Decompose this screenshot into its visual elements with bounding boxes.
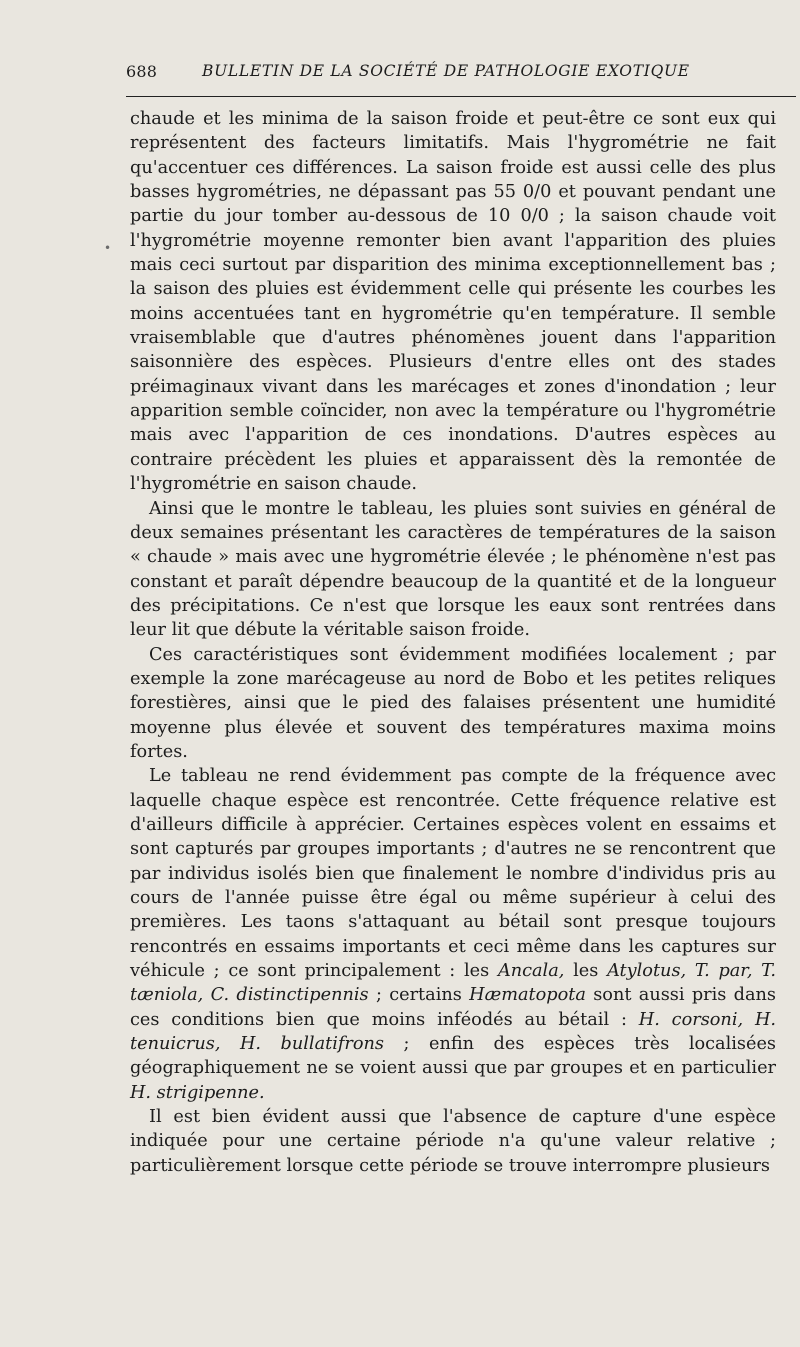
species-ancala: Ancala, xyxy=(497,961,565,982)
p4-seg-6: sont aussi pris dans ces conditions bien que moins inféodés au bétail : xyxy=(130,985,777,1030)
species-list-2: H. corsoni, H. tenuicrus, H. bullatifrons xyxy=(130,1009,776,1055)
species-strigipenne: H. strigipenne. xyxy=(130,1082,265,1103)
page-header xyxy=(126,62,800,90)
body-text xyxy=(130,107,776,1178)
paragraph-5: Il est bien évident aussi que l'absence de capture d'une espèce indiquée pour une certaine période n'a qu'une valeur relative ; particulièrement lorsque cette période se trouve interrompre plusieurs xyxy=(130,1107,776,1176)
p4-seg-0: Le tableau ne rend évidemment pas compte de la fréquence avec laquelle chaque espèce est rencontrée. Cette fréquence relative est d'ailleurs difficile à apprécier. Certaines espèces volent en essaims et sont capturés par groupes importants ; d'autres ne se rencontrent que par individus isolés bien que finalement le nombre d'individus pris au cours de l'année puisse être égal ou même supérieur à celui des premières. Les taons s'attaquant au bétail sont presque toujours rencontrés en essaims importants et ceci même dans les captures sur véhicule ; ce sont principalement : les xyxy=(130,766,776,982)
p4-seg-4: ; certains xyxy=(368,985,470,1006)
species-list-1: Atylotus, T. par, T. tæniola, C. distinctipennis xyxy=(130,961,776,1006)
page-number: 688 xyxy=(126,62,158,81)
margin-speck-icon: • xyxy=(104,241,112,255)
paragraph-3: Ces caractéristiques sont évidemment modifiées localement ; par exemple la zone marécageuse au nord de Bobo et les petites reliques forestières, ainsi que le pied des falaises présentent une humidité moyenne plus élevée et souvent des températures maxima moins fortes. xyxy=(130,644,776,762)
paragraph-1: chaude et les minima de la saison froide et peut-être ce sont eux qui représentent des facteurs limitatifs. Mais l'hygrométrie ne fait qu'accentuer ces différences. La saison froide est aussi celle des plus basses hygrométries, ne dépassant pas 55 0/0 et pouvant pendant une partie du jour tomber au-dessous de 10 0/0 ; la saison chaude voit l'hygrométrie moyenne remonter bien avant l'apparition des pluies mais ceci surtout par disparition des minima exceptionnellement bas ; la saison des pluies est évidemment celle qui présente les courbes les moins accentuées tant en hygrométrie qu'en température. Il semble vraisemblable que d'autres phénomènes jouent dans l'apparition saisonnière des espèces. Plusieurs d'entre elles ont des stades préimaginaux vivant dans les marécages et zones d'inondation ; leur apparition semble coïncider, non avec la température ou l'hygrométrie mais avec l'apparition de ces inondations. D'autres espèces au contraire précèdent les pluies et apparaissent dès la remontée de l'hygrométrie en saison chaude. xyxy=(130,109,776,495)
p4-seg-8: ; enfin des espèces très localisées géographiquement ne se voient aussi que par groupes et en particulier xyxy=(130,1034,776,1079)
paragraph-4 xyxy=(130,764,776,1105)
species-haematopota: Hæmatopota xyxy=(469,985,586,1006)
running-head: BULLETIN DE LA SOCIÉTÉ DE PATHOLOGIE EXOTIQUE xyxy=(202,62,690,80)
header-rule xyxy=(126,96,796,97)
paragraph-2: Ainsi que le montre le tableau, les pluies sont suivies en général de deux semaines présentant les caractères de températures de la saison « chaude » mais avec une hygrométrie élevée ; le phénomène n'est pas constant et paraît dépendre beaucoup de la quantité et de la longueur des précipitations. Ce n'est que lorsque les eaux sont rentrées dans leur lit que débute la véritable saison froide. xyxy=(130,498,776,641)
p4-seg-2: les xyxy=(564,961,608,982)
